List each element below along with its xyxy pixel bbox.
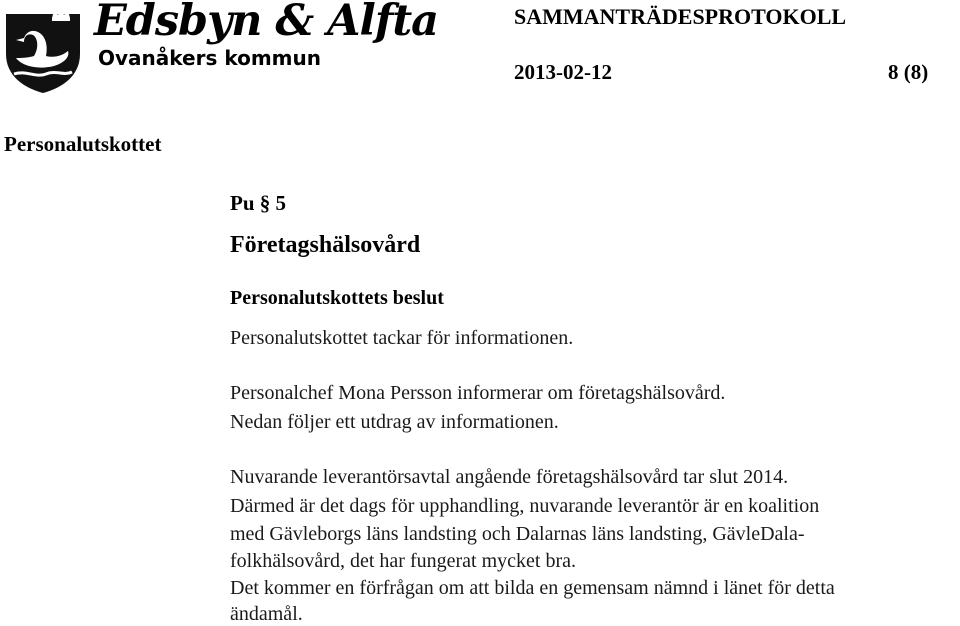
paragraph-line: folkhälsovård, det har fungerat mycket bra. xyxy=(230,550,576,572)
paragraph-line: Nedan följer ett utdrag av informationen. xyxy=(230,411,559,433)
committee-name: Personalutskottet xyxy=(4,132,162,156)
page-number: 8 (8) xyxy=(888,60,929,84)
logo-title: Edsbyn & Alfta xyxy=(94,0,439,46)
document-type: SAMMANTRÄDESPROTOKOLL xyxy=(514,4,847,29)
paragraph-line: med Gävleborgs läns landsting och Dalarnas läns landsting, GävleDala- xyxy=(230,523,805,545)
paragraph-line: Nuvarande leverantörsavtal angående företagshälsovård tar slut 2014. xyxy=(230,466,789,488)
logo-subtitle: Ovanåkers kommun xyxy=(98,46,321,70)
paragraph-line: Därmed är det dags för upphandling, nuvarande leverantör är en koalition xyxy=(230,495,820,517)
meeting-date: 2013-02-12 xyxy=(514,60,612,84)
decision-text: Personalutskottet tackar för informationen. xyxy=(230,327,574,349)
decision-heading: Personalutskottets beslut xyxy=(230,287,444,309)
section-number: Pu § 5 xyxy=(230,191,287,215)
paragraph-line: Det kommer en förfrågan om att bilda en gemensam nämnd i länet för detta xyxy=(230,577,835,599)
section-subject: Företagshälsovård xyxy=(230,232,421,258)
paragraph-line: ändamål. xyxy=(230,603,303,625)
municipality-logo xyxy=(2,0,439,98)
paragraph-line: Personalchef Mona Persson informerar om företagshälsovård. xyxy=(230,382,726,404)
swan-crest-icon xyxy=(2,2,84,94)
